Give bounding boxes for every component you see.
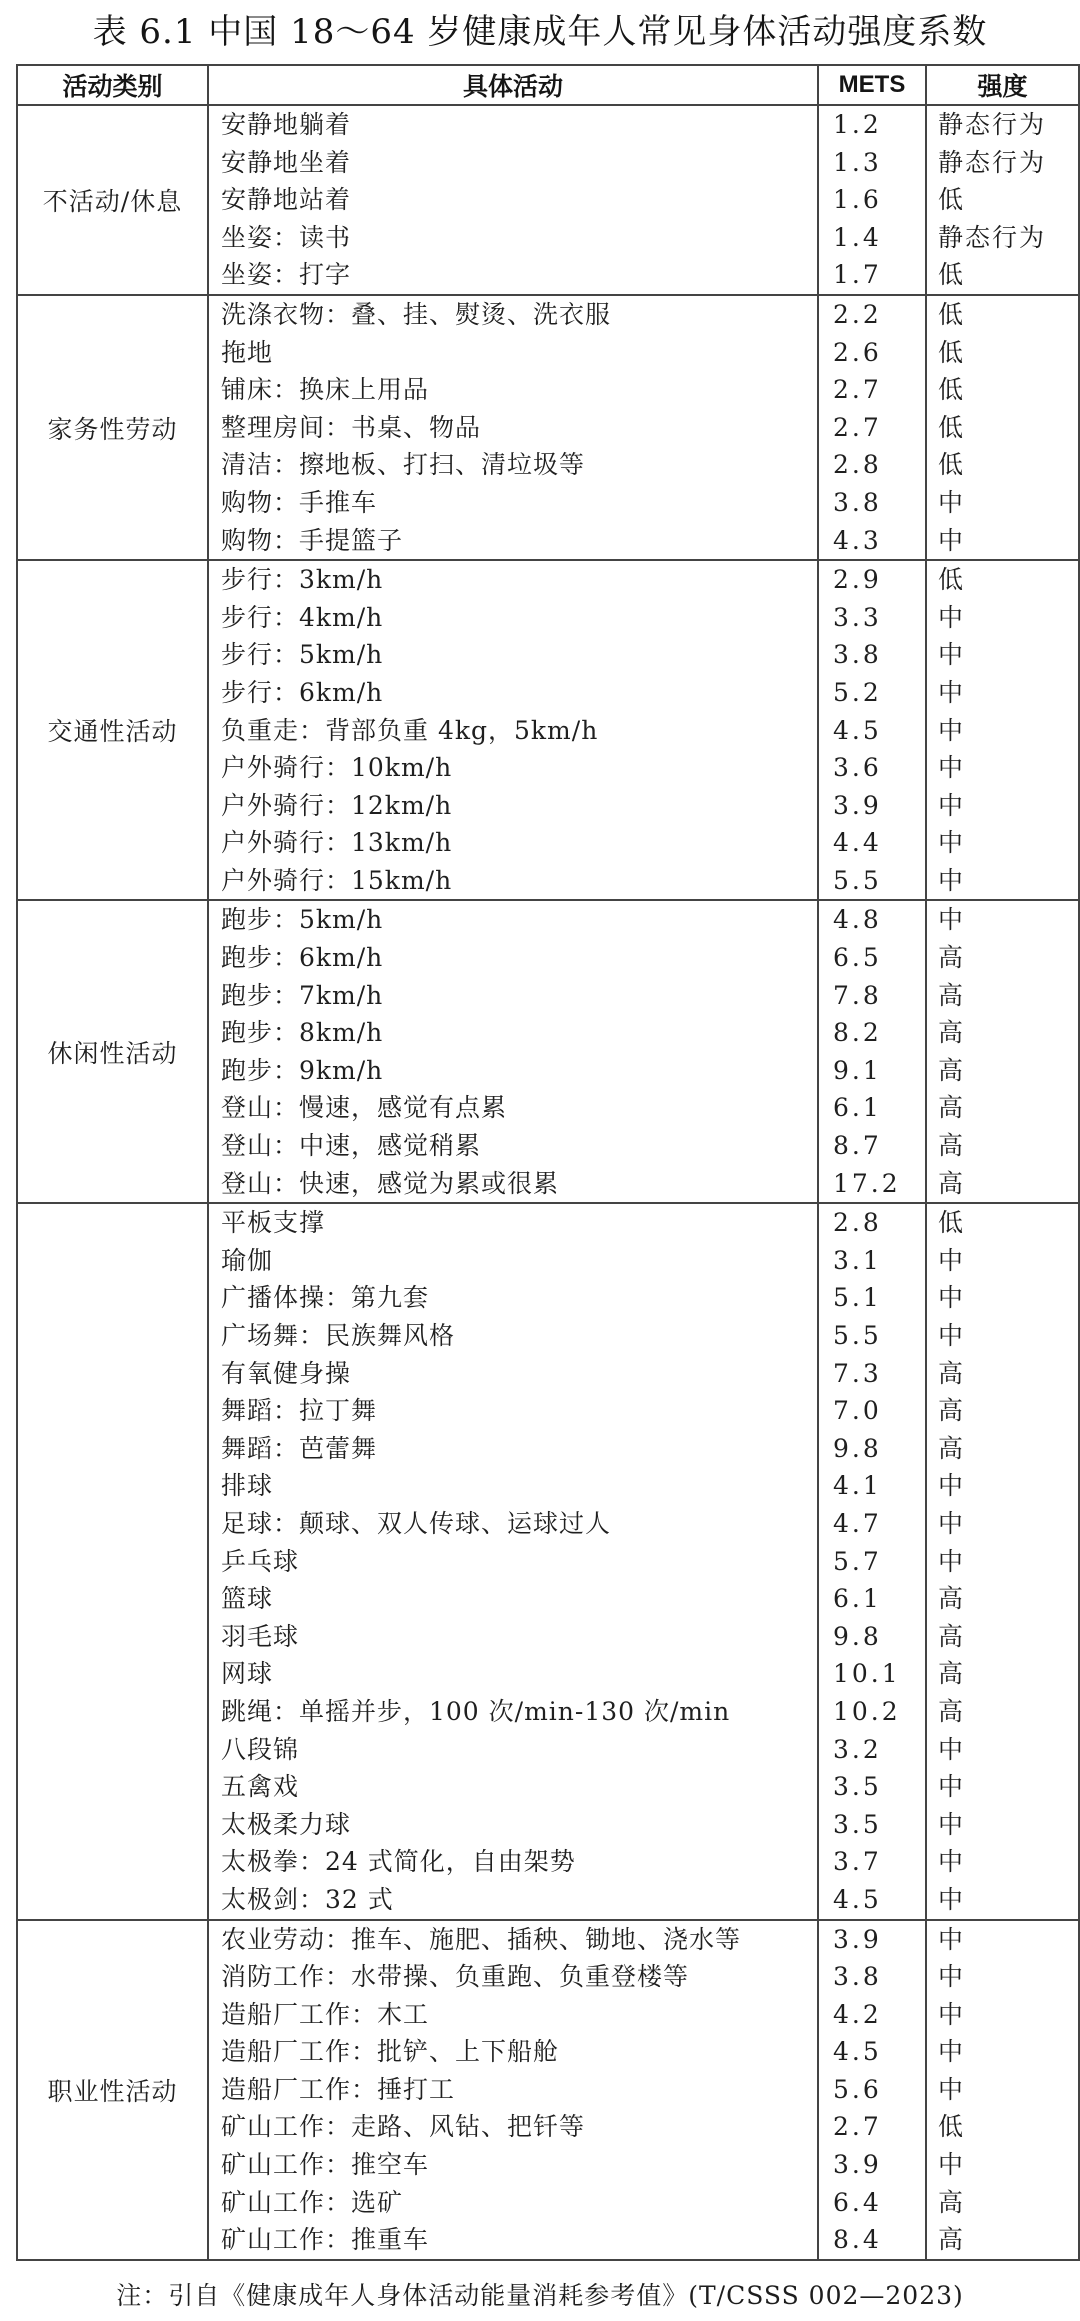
- intensity-cell: 高: [938, 943, 966, 973]
- intensity-cell: 中: [938, 525, 966, 555]
- activity-cell: 太极柔力球: [221, 1809, 352, 1839]
- activity-cell: 太极拳：24 式简化，自由架势: [221, 1847, 576, 1877]
- intensity-cell: 高: [938, 1131, 966, 1161]
- intensity-cell: 中: [938, 715, 966, 745]
- activity-cell: 购物：手提篮子: [221, 525, 404, 555]
- mets-cell-column: [818, 900, 926, 1203]
- intensity-cell-column: [926, 560, 1079, 900]
- activity-cell: 跑步：5km/h: [221, 905, 384, 935]
- intensity-cell: 低: [938, 299, 966, 329]
- category-cell: 交通性活动: [17, 560, 208, 900]
- intensity-cell: 高: [938, 1621, 966, 1651]
- activity-cell: 铺床：换床上用品: [221, 375, 430, 405]
- mets-cell: 4.5: [833, 715, 882, 745]
- intensity-cell: 中: [938, 677, 966, 707]
- table-body: [17, 105, 1079, 2260]
- column-header-category: 活动类别: [17, 65, 208, 105]
- activity-cell: 八段锦: [221, 1734, 300, 1764]
- mets-cell: 3.7: [833, 1847, 882, 1877]
- mets-cell: 1.7: [833, 260, 882, 290]
- activity-cell: 户外骑行：13km/h: [221, 828, 453, 858]
- activity-cell: 舞蹈：拉丁舞: [221, 1396, 378, 1426]
- mets-cell: 10.1: [833, 1659, 901, 1689]
- column-header-intensity: 强度: [926, 65, 1079, 105]
- mets-cell: 4.5: [833, 2037, 882, 2067]
- activity-cell: 购物：手推车: [221, 487, 378, 517]
- activity-cell: 五禽戏: [221, 1772, 300, 1802]
- intensity-cell: 静态行为: [938, 110, 1047, 139]
- activity-cell: 跑步：7km/h: [221, 980, 384, 1010]
- mets-cell: 3.6: [833, 753, 882, 783]
- intensity-cell: 中: [938, 1962, 966, 1992]
- activity-cell: 排球: [221, 1471, 274, 1501]
- activity-cell-column: [208, 105, 818, 295]
- activity-cell: 户外骑行：15km/h: [221, 865, 453, 895]
- mets-cell: 5.6: [833, 2074, 882, 2104]
- intensity-cell: 低: [938, 1208, 966, 1238]
- mets-cell: 4.5: [833, 1884, 882, 1914]
- intensity-cell-column: [926, 1203, 1079, 1919]
- activity-cell: 广场舞：民族舞风格: [221, 1321, 456, 1350]
- activity-cell: 矿山工作：推重车: [221, 2225, 430, 2255]
- mets-cell: 2.8: [833, 1208, 882, 1238]
- intensity-cell: 中: [938, 1772, 966, 1802]
- mets-cell: 6.5: [833, 943, 882, 973]
- mets-cell: 8.7: [833, 1131, 882, 1161]
- intensity-cell: 中: [938, 640, 966, 670]
- activity-cell: 羽毛球: [221, 1621, 300, 1651]
- mets-cell: 2.7: [833, 412, 882, 442]
- activity-cell: 广播体操：第九套: [221, 1283, 430, 1313]
- activity-cell: 洗涤衣物：叠、挂、熨烫、洗衣服: [221, 299, 612, 329]
- mets-cell: 1.4: [833, 222, 882, 252]
- activity-cell: 矿山工作：走路、风钻、把钎等: [221, 2112, 586, 2142]
- mets-cell: 4.1: [833, 1471, 882, 1501]
- activity-intensity-table: [16, 64, 1080, 2261]
- mets-cell: 1.2: [833, 110, 882, 139]
- mets-cell: 2.8: [833, 450, 882, 480]
- activity-cell: 平板支撑: [221, 1208, 326, 1238]
- activity-cell: 矿山工作：推空车: [221, 2150, 430, 2180]
- category-cell: 休闲性活动: [17, 900, 208, 1203]
- intensity-cell: 高: [938, 2225, 966, 2255]
- intensity-cell: 低: [938, 260, 966, 290]
- mets-cell: 9.1: [833, 1055, 882, 1085]
- intensity-cell: 中: [938, 1321, 966, 1350]
- source-note: 注：引自《健康成年人身体活动能量消耗参考值》(T/CSSS 002—2023): [116, 2281, 964, 2310]
- intensity-cell: 高: [938, 1358, 966, 1388]
- intensity-cell: 高: [938, 1018, 966, 1048]
- mets-cell: 5.5: [833, 1321, 882, 1350]
- intensity-cell-column: [926, 295, 1079, 560]
- activity-cell: 太极剑：32 式: [221, 1884, 394, 1914]
- intensity-cell: 低: [938, 375, 966, 405]
- activity-cell: 安静地站着: [221, 185, 352, 215]
- mets-cell: 2.7: [833, 375, 882, 405]
- mets-cell: 4.7: [833, 1508, 882, 1538]
- mets-cell: 3.8: [833, 1962, 882, 1992]
- mets-cell: 4.3: [833, 525, 882, 555]
- intensity-cell: 中: [938, 790, 966, 820]
- mets-cell: 3.1: [833, 1245, 882, 1275]
- mets-cell: 9.8: [833, 1621, 882, 1651]
- table-group-row: [17, 1920, 1079, 2260]
- mets-cell: 17.2: [833, 1168, 901, 1198]
- intensity-cell: 低: [938, 565, 966, 595]
- table-group-row: [17, 295, 1079, 560]
- intensity-cell: 中: [938, 1924, 966, 1954]
- intensity-cell: 高: [938, 980, 966, 1010]
- intensity-cell: 中: [938, 1508, 966, 1538]
- mets-cell: 3.9: [833, 790, 882, 820]
- category-cell: [17, 1203, 208, 1919]
- mets-cell: 3.9: [833, 1924, 882, 1954]
- activity-cell: 农业劳动：推车、施肥、插秧、锄地、浇水等: [221, 1924, 742, 1954]
- mets-cell: 5.1: [833, 1283, 882, 1313]
- intensity-cell: 中: [938, 1546, 966, 1576]
- activity-cell: 户外骑行：12km/h: [221, 790, 453, 820]
- mets-cell-column: [818, 295, 926, 560]
- table-title: 表 6.1 中国 18～64 岁健康成年人常见身体活动强度系数: [92, 12, 988, 52]
- intensity-cell: 中: [938, 905, 966, 935]
- mets-cell: 3.8: [833, 640, 882, 670]
- table-group-row: [17, 1203, 1079, 1919]
- intensity-cell: 高: [938, 1696, 966, 1726]
- mets-cell: 7.3: [833, 1358, 882, 1388]
- intensity-cell: 高: [938, 1055, 966, 1085]
- mets-cell: 3.2: [833, 1734, 882, 1764]
- intensity-cell-column: [926, 1920, 1079, 2260]
- activity-cell: 坐姿：打字: [221, 260, 352, 290]
- mets-cell-column: [818, 560, 926, 900]
- intensity-cell: 中: [938, 2074, 966, 2104]
- activity-cell: 跳绳：单摇并步，100 次/min-130 次/min: [221, 1696, 731, 1726]
- intensity-cell-column: [926, 105, 1079, 295]
- activity-cell: 步行：5km/h: [221, 640, 384, 670]
- activity-cell: 安静地躺着: [221, 110, 352, 139]
- mets-cell: 5.2: [833, 677, 882, 707]
- mets-cell: 10.2: [833, 1696, 901, 1726]
- activity-cell: 篮球: [221, 1584, 274, 1614]
- intensity-cell: 中: [938, 1884, 966, 1914]
- mets-cell: 2.2: [833, 299, 882, 329]
- activity-cell: 造船厂工作：木工: [221, 1999, 430, 2029]
- mets-cell-column: [818, 105, 926, 295]
- mets-cell: 6.1: [833, 1584, 882, 1614]
- activity-cell: 矿山工作：选矿: [221, 2187, 404, 2217]
- activity-cell: 瑜伽: [221, 1245, 274, 1275]
- activity-cell: 网球: [221, 1659, 274, 1689]
- mets-cell: 3.5: [833, 1809, 882, 1839]
- mets-cell: 8.4: [833, 2225, 882, 2255]
- activity-cell-column: [208, 1203, 818, 1919]
- intensity-cell: 中: [938, 753, 966, 783]
- category-cell: 不活动/休息: [17, 105, 208, 295]
- mets-cell: 6.4: [833, 2187, 882, 2217]
- activity-cell: 舞蹈：芭蕾舞: [221, 1433, 378, 1463]
- intensity-cell: 低: [938, 337, 966, 367]
- activity-cell: 乒乓球: [221, 1546, 300, 1576]
- activity-cell: 造船厂工作：捶打工: [221, 2074, 456, 2104]
- activity-cell: 登山：快速，感觉为累或很累: [221, 1168, 560, 1198]
- intensity-cell: 静态行为: [938, 222, 1047, 252]
- mets-cell: 5.5: [833, 865, 882, 895]
- mets-cell: 1.6: [833, 185, 882, 215]
- activity-cell: 跑步：8km/h: [221, 1018, 384, 1048]
- activity-cell: 安静地坐着: [221, 147, 352, 177]
- mets-cell: 9.8: [833, 1433, 882, 1463]
- intensity-cell: 高: [938, 1093, 966, 1123]
- mets-cell: 1.3: [833, 147, 882, 177]
- mets-cell-column: [818, 1920, 926, 2260]
- intensity-cell: 中: [938, 487, 966, 517]
- table-group-row: [17, 900, 1079, 1203]
- table-group-row: [17, 560, 1079, 900]
- activity-cell: 足球：颠球、双人传球、运球过人: [221, 1508, 612, 1538]
- intensity-cell: 中: [938, 1734, 966, 1764]
- intensity-cell: 静态行为: [938, 147, 1047, 177]
- intensity-cell: 中: [938, 602, 966, 632]
- category-cell: 家务性劳动: [17, 295, 208, 560]
- intensity-cell: 中: [938, 1245, 966, 1275]
- intensity-cell: 低: [938, 185, 966, 215]
- activity-cell: 登山：慢速，感觉有点累: [221, 1093, 508, 1123]
- activity-cell: 拖地: [221, 337, 274, 367]
- intensity-cell: 中: [938, 1471, 966, 1501]
- activity-cell: 跑步：6km/h: [221, 943, 384, 973]
- intensity-cell: 低: [938, 450, 966, 480]
- intensity-cell: 中: [938, 865, 966, 895]
- intensity-cell: 低: [938, 2112, 966, 2142]
- intensity-cell: 中: [938, 2150, 966, 2180]
- mets-cell: 4.8: [833, 905, 882, 935]
- activity-cell-column: [208, 900, 818, 1203]
- intensity-cell: 高: [938, 1396, 966, 1426]
- mets-cell-column: [818, 1203, 926, 1919]
- intensity-cell: 高: [938, 1584, 966, 1614]
- mets-cell: 6.1: [833, 1093, 882, 1123]
- intensity-cell: 中: [938, 1847, 966, 1877]
- mets-cell: 4.2: [833, 1999, 882, 2029]
- activity-cell: 跑步：9km/h: [221, 1055, 384, 1085]
- column-header-mets: METS: [818, 65, 926, 105]
- activity-cell: 登山：中速，感觉稍累: [221, 1131, 482, 1161]
- mets-cell: 3.9: [833, 2150, 882, 2180]
- mets-cell: 4.4: [833, 828, 882, 858]
- activity-cell: 步行：6km/h: [221, 677, 384, 707]
- category-cell: 职业性活动: [17, 1920, 208, 2260]
- activity-cell: 负重走：背部负重 4kg，5km/h: [221, 715, 599, 745]
- mets-cell: 2.6: [833, 337, 882, 367]
- intensity-cell: 高: [938, 2187, 966, 2217]
- activity-cell-column: [208, 560, 818, 900]
- activity-cell-column: [208, 295, 818, 560]
- table-group-row: [17, 105, 1079, 295]
- mets-cell: 3.5: [833, 1772, 882, 1802]
- column-header-activity: 具体活动: [208, 65, 818, 105]
- mets-cell: 2.9: [833, 565, 882, 595]
- mets-cell: 5.7: [833, 1546, 882, 1576]
- mets-cell: 7.0: [833, 1396, 882, 1426]
- mets-cell: 8.2: [833, 1018, 882, 1048]
- activity-cell-column: [208, 1920, 818, 2260]
- activity-cell: 有氧健身操: [221, 1358, 352, 1388]
- intensity-cell: 高: [938, 1659, 966, 1689]
- intensity-cell: 高: [938, 1433, 966, 1463]
- activity-cell: 坐姿：读书: [221, 222, 352, 252]
- mets-cell: 3.3: [833, 602, 882, 632]
- activity-cell: 步行：3km/h: [221, 565, 384, 595]
- intensity-cell: 中: [938, 1809, 966, 1839]
- mets-cell: 3.8: [833, 487, 882, 517]
- activity-cell: 整理房间：书桌、物品: [221, 412, 482, 442]
- table-header-row: [17, 65, 1079, 105]
- intensity-cell-column: [926, 900, 1079, 1203]
- activity-cell: 户外骑行：10km/h: [221, 753, 453, 783]
- mets-cell: 7.8: [833, 980, 882, 1010]
- activity-cell: 造船厂工作：批铲、上下船舱: [221, 2037, 560, 2067]
- activity-cell: 清洁：擦地板、打扫、清垃圾等: [221, 450, 586, 480]
- intensity-cell: 中: [938, 2037, 966, 2067]
- intensity-cell: 中: [938, 1999, 966, 2029]
- mets-cell: 2.7: [833, 2112, 882, 2142]
- intensity-cell: 高: [938, 1168, 966, 1198]
- intensity-cell: 中: [938, 828, 966, 858]
- intensity-cell: 中: [938, 1283, 966, 1313]
- activity-cell: 步行：4km/h: [221, 602, 384, 632]
- intensity-cell: 低: [938, 412, 966, 442]
- activity-cell: 消防工作：水带操、负重跑、负重登楼等: [221, 1962, 690, 1992]
